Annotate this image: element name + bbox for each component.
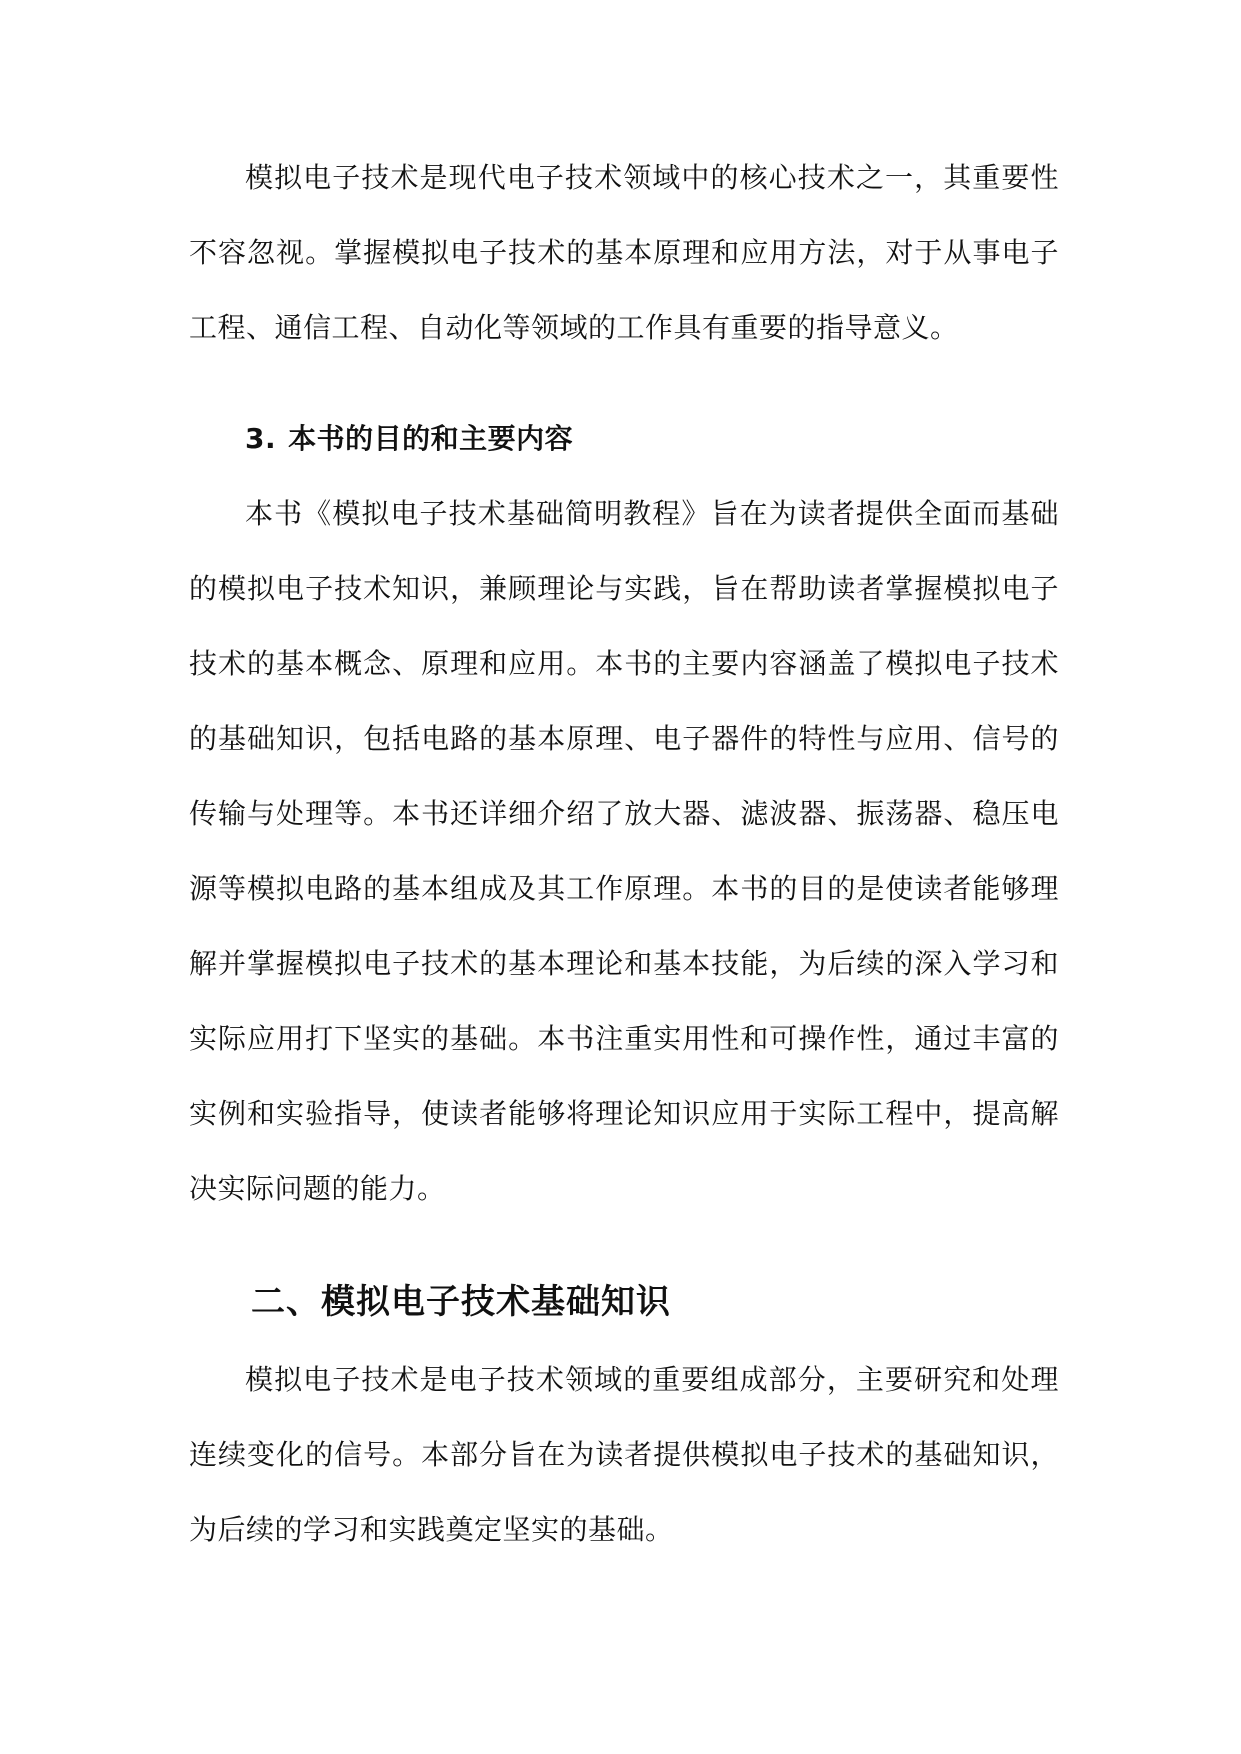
chapter-2-heading: 二、模拟电子技术基础知识 — [251, 1282, 671, 1322]
section-3-paragraph: 本书《模拟电子技术基础简明教程》旨在为读者提供全面而基础的模拟电子技术知识，兼顾理论与实践，旨在帮助读者掌握模拟电子技术的基本概念、原理和应用。本书的主要内容涵盖了模拟电子技术的基础知识，包括电路的基本原理、电子器件的特性与应用、信号的传输与处理等。本书还详细介绍了放大器、滤波器、振荡器、稳压电源等模拟电路的基本组成及其工作原理。本书的目的是使读者能够理解并掌握模拟电子技术的基本理论和基本技能，为后续的深入学习和实际应用打下坚实的基础。本书注重实用性和可操作性，通过丰富的实例和实验指导，使读者能够将理论知识应用于实际工程中，提高解决实际问题的能力。 — [189, 497, 1059, 1205]
section-3-title: 本书的目的和主要内容 — [288, 422, 574, 455]
intro-paragraph: 模拟电子技术是现代电子技术领域中的核心技术之一，其重要性不容忽视。掌握模拟电子技术的基本原理和应用方法，对于从事电子工程、通信工程、自动化等领域的工作具有重要的指导意义。 — [189, 161, 1059, 344]
chapter-2-paragraph: 模拟电子技术是电子技术领域的重要组成部分，主要研究和处理连续变化的信号。本部分旨在为读者提供模拟电子技术的基础知识，为后续的学习和实践奠定坚实的基础。 — [189, 1363, 1059, 1546]
section-3-number: 3. — [245, 422, 277, 455]
page-content — [189, 140, 1059, 1567]
section-3-heading — [189, 401, 1059, 476]
